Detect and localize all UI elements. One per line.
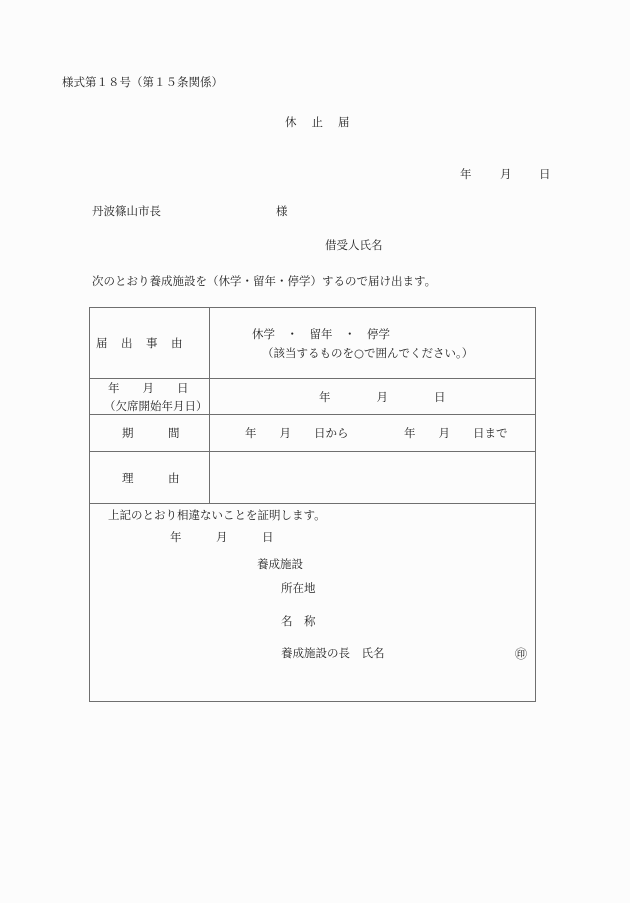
status-options[interactable]: 休学 ・ 留年 ・ 停学 xyxy=(252,327,390,341)
facility-head-name-label: 養成施設の長 氏名 xyxy=(281,646,385,660)
certification-date[interactable]: 年 月 日 xyxy=(170,530,274,544)
column-divider xyxy=(209,308,210,503)
submission-date xyxy=(460,169,551,181)
row-divider xyxy=(90,503,535,504)
row-divider xyxy=(90,414,535,415)
form-number: 様式第１８号（第１５条関係） xyxy=(62,75,223,89)
certification-statement: 上記のとおり相違ないことを証明します。 xyxy=(108,508,326,522)
facility-label: 養成施設 xyxy=(257,557,303,571)
notification-reason-label: 届 出 事 由 xyxy=(96,336,184,350)
facility-address-label: 所在地 xyxy=(281,581,316,595)
facility-name-label: 名 称 xyxy=(281,614,316,628)
borrower-name-label: 借受人氏名 xyxy=(325,238,383,252)
status-options-note: （該当するものを○で囲んでください。） xyxy=(262,346,474,360)
reason-field[interactable] xyxy=(215,458,530,498)
period-to-field[interactable]: 年 月 日まで xyxy=(404,426,508,440)
absence-date-sublabel: （欠席開始年月日） xyxy=(104,399,208,413)
absence-date-label: 年 月 日 xyxy=(108,381,189,395)
seal-icon: ㊞ xyxy=(515,647,528,661)
date-month-label: 月 xyxy=(500,167,512,181)
intro-text: 次のとおり養成施設を（休学・留年・停学）するので届け出ます。 xyxy=(92,274,437,288)
row-divider xyxy=(90,378,535,379)
date-year-label: 年 xyxy=(460,167,472,181)
absence-date-field[interactable]: 年 月 日 xyxy=(319,390,446,404)
date-day-label: 日 xyxy=(539,167,551,181)
period-from-field[interactable]: 年 月 日から xyxy=(245,426,349,440)
period-label: 期 間 xyxy=(122,426,180,440)
addressee-honorific: 様 xyxy=(276,204,288,218)
row-divider xyxy=(90,451,535,452)
page-title: 休止届 xyxy=(285,115,365,129)
form-table xyxy=(89,307,536,702)
reason-label: 理 由 xyxy=(122,471,180,485)
addressee-name: 丹波篠山市長 xyxy=(92,204,161,218)
